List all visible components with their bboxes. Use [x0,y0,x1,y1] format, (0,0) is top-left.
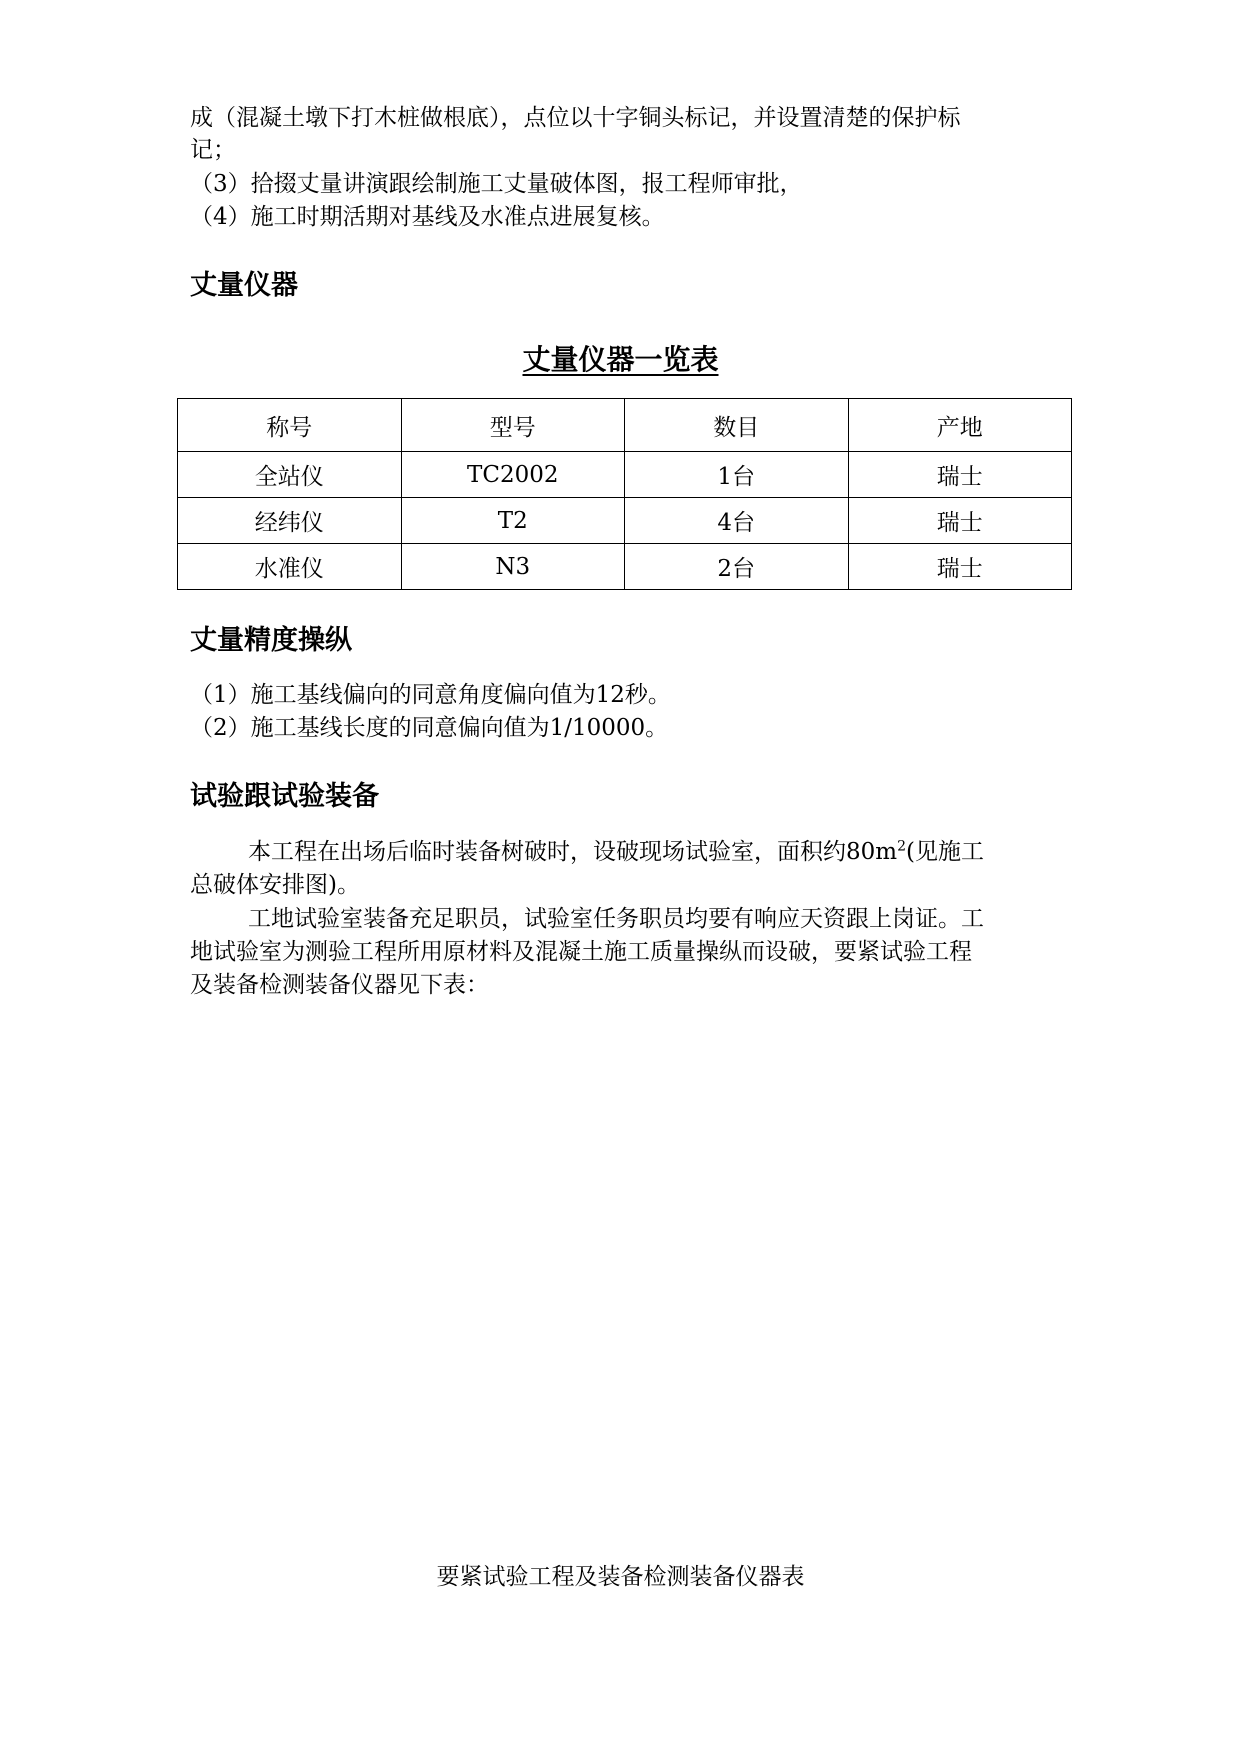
intro-line-3: （3）拾掇丈量讲演跟绘制施工丈量破体图，报工程师审批， [190,171,803,197]
cell-model: N3 [401,544,625,590]
cell-name: 经纬仪 [178,498,402,544]
instrument-table [177,398,1072,590]
table-row [178,452,1072,498]
cell-model: T2 [401,498,625,544]
precision-item-1: （1）施工基线偏向的同意角度偏向值为12秒。 [190,682,671,708]
table-row [178,498,1072,544]
cell-origin: 瑞士 [848,498,1072,544]
lab-paragraph-2-line-3: 及装备检测装备仪器见下表： [190,972,489,998]
lab-paragraph-2-line-1: 工地试验室装备充足职员，试验室任务职员均要有响应天资跟上岗证。工 [248,906,984,932]
table-title [0,338,1241,378]
table-row [178,544,1072,590]
intro-line-2: 记； [190,137,236,163]
section-heading-instruments: 丈量仪器 [190,270,298,301]
column-header-model: 型号 [401,399,625,452]
cell-quantity: 2台 [625,544,849,590]
cell-origin: 瑞士 [848,544,1072,590]
cell-name: 全站仪 [178,452,402,498]
lab-paragraph-1-line-1 [248,836,984,868]
lab-paragraph-2-line-2: 地试验室为测验工程所用原材料及混凝土施工质量操纵而设破，要紧试验工程 [190,939,972,965]
column-header-quantity: 数目 [625,399,849,452]
cell-quantity: 1台 [625,452,849,498]
table-caption: 要紧试验工程及装备检测装备仪器表 [436,1564,805,1590]
superscript-2: 2 [897,838,906,855]
lab-para1-text-a: 本工程在出场后临时装备树破时，设破现场试验室，面积约80m [248,839,898,865]
cell-model: TC2002 [401,452,625,498]
column-header-name: 称号 [178,399,402,452]
intro-line-1: 成（混凝土墩下打木桩做根底），点位以十字铜头标记，并设置清楚的保护标 [190,105,961,131]
table-header-row [178,399,1072,452]
cell-quantity: 4台 [625,498,849,544]
precision-item-2: （2）施工基线长度的同意偏向值为1/10000。 [190,715,669,741]
section-heading-lab: 试验跟试验装备 [190,781,379,812]
lab-para1-text-b: (见施工 [906,839,984,865]
section-heading-precision: 丈量精度操纵 [190,625,352,656]
lab-paragraph-1-line-2: 总破体安排图)。 [190,872,360,898]
column-header-origin: 产地 [848,399,1072,452]
intro-line-4: （4）施工时期活期对基线及水准点进展复核。 [190,204,665,230]
cell-name: 水准仪 [178,544,402,590]
table-title-text: 丈量仪器一览表 [522,343,719,376]
cell-origin: 瑞士 [848,452,1072,498]
